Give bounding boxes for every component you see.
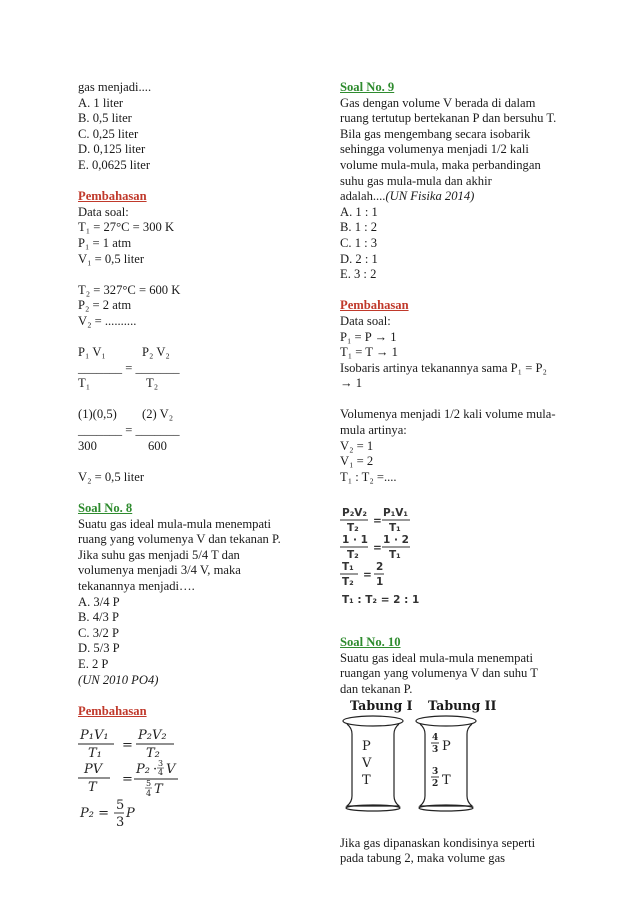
sol7-data-label: Data soal: [78, 204, 129, 219]
q9-text-4: sehingga volumenya menjadi 1/2 kali [340, 142, 529, 157]
sol8-t-den: T [154, 782, 163, 798]
tube2-t-den: 2 [432, 778, 439, 789]
sol8-res-3: 3 [116, 815, 125, 831]
q8-option-a: A. 3/4 P [78, 594, 120, 609]
q10-text-2: ruangan yang volumenya V dan suhu T [340, 666, 538, 681]
sol9-formula [340, 505, 480, 615]
q8-option-c: C. 3/2 P [78, 625, 119, 640]
sol7-v1: V₁ = 0,5 liter [78, 251, 145, 266]
sol8-eq-2: = [122, 772, 133, 788]
tube-2 [416, 716, 476, 811]
q8-text-2: ruang yang volumenya V dan tekanan P. [78, 532, 281, 547]
q9-option-c: C. 1 : 3 [340, 235, 378, 250]
sol9-t1c: T₁ [342, 561, 354, 574]
sol8-res-5: 5 [116, 798, 125, 814]
q7-option-e: E. 0,0625 liter [78, 157, 151, 172]
sol8-res-p: P [126, 806, 135, 822]
sol9-two: 2 [376, 561, 384, 574]
sol9-data-label: Data soal: [340, 313, 391, 328]
sol7-t2: T₂ = 327°C = 600 K [78, 282, 181, 297]
q8-source: (UN 2010 PO4) [78, 672, 159, 687]
sol8-v: V [166, 762, 176, 778]
q9-text-2: ruang tertutup bertekanan P dan bersuhu T. [340, 111, 557, 126]
sol9-eq-2: = [373, 542, 382, 555]
sol9-t2: T₂ [347, 522, 359, 535]
sol7-eq1-num-right: P₂ V₂ [142, 345, 170, 360]
sol8-eq-1: = [122, 738, 133, 754]
q9-heading: Soal No. 9 [340, 80, 395, 94]
tube2-p-num: 4 [432, 732, 439, 743]
sol8-frac-3: 3 [158, 759, 164, 769]
q9-text-5: volume mula-mula, maka perbandingan [340, 157, 541, 172]
sol7-result: V₂ = 0,5 liter [78, 469, 145, 484]
q10-tail-1: Jika gas dipanaskan kondisinya seperti [340, 835, 536, 850]
sol7-eq2-numerators [78, 407, 293, 423]
sol7-eq2-den-right: 600 [148, 438, 167, 453]
sol7-heading: Pembahasan [78, 189, 147, 204]
sol8-t: T [88, 780, 97, 796]
sol9-v1: V₁ = 2 [340, 454, 374, 469]
tube1-t: T [362, 772, 371, 788]
sol7-eq2-num-left: (1)(0,5) [78, 407, 117, 422]
sol9-ratio: T₁ : T₂ = 2 : 1 [342, 594, 420, 607]
sol9-p1v1: P₁V₁ [383, 507, 409, 520]
q7-stem-end: gas menjadi.... [78, 80, 152, 94]
sol8-p2-result: P₂ = [80, 806, 109, 822]
sol8-p1v1: P₁V₁ [80, 728, 109, 744]
sol8-frac-4: 4 [158, 768, 164, 778]
sol8-frac-4b: 4 [146, 789, 152, 799]
sol8-p2-num: P₂ [136, 762, 150, 778]
sol9-t2c: T₂ [342, 576, 354, 589]
sol7-p1: P₁ = 1 atm [78, 235, 132, 250]
sol7-eq1-den-left: T₁ [78, 376, 91, 391]
q8-heading: Soal No. 8 [78, 501, 133, 516]
sol9-eq-3: = [363, 569, 372, 582]
sol7-t1: T₁ = 27°C = 300 K [78, 220, 175, 235]
tube2-p-den: 3 [432, 744, 439, 755]
tube1-v: V [362, 755, 372, 771]
sol9-volume-2: mula artinya: [340, 423, 407, 438]
q10-heading: Soal No. 10 [340, 635, 401, 650]
sol9-isobaric: Isobaris artinya tekanannya sama P₁ = P₂ [340, 360, 547, 375]
tube2-t: T [442, 772, 451, 788]
left-column [78, 80, 293, 836]
sol7-eq1-numerators [78, 345, 293, 361]
q8-text-1: Suatu gas ideal mula-mula menempati [78, 516, 272, 531]
tube1-label: Tabung I [350, 697, 413, 713]
tube2-t-num: 3 [432, 766, 439, 777]
sol7-eq2-den-left: 300 [78, 438, 97, 453]
sol9-v2: V₂ = 1 [340, 438, 374, 453]
q8-option-e: E. 2 P [78, 656, 109, 671]
sol9-t1: T₁ [389, 522, 401, 535]
q7-option-a: A. 1 liter [78, 95, 124, 110]
q10-tail-2: pada tabung 2, maka volume gas [340, 851, 506, 866]
sol9-heading: Pembahasan [340, 298, 409, 313]
sol9-one: 1 [376, 576, 384, 589]
q9-source: (UN Fisika 2014) [385, 189, 475, 204]
sol9-p2v2: P₂V₂ [342, 507, 368, 520]
sol7-eq2-bar: _______ = _______ [78, 423, 180, 438]
q8-option-b: B. 4/3 P [78, 610, 119, 625]
sol8-t1: T₁ [88, 746, 102, 762]
q9-text-3: Bila gas mengembang secara isobarik [340, 126, 531, 141]
q9-text-1: Gas dengan volume V berada di dalam [340, 95, 536, 110]
tube1-p: P [362, 738, 371, 754]
q9-option-e: E. 3 : 2 [340, 267, 377, 282]
sol9-p1: P₁ = P → 1 [340, 329, 397, 344]
sol7-eq1-num-left: P₁ V₁ [78, 345, 106, 360]
q9-option-b: B. 1 : 2 [340, 220, 378, 235]
q10-text-1: Suatu gas ideal mula-mula menempati [340, 650, 534, 665]
tube2-p: P [442, 738, 451, 754]
q9-adalah: adalah.... [340, 189, 386, 204]
sol9-volume-1: Volumenya menjadi 1/2 kali volume mula- [340, 407, 556, 422]
sol9-t1: T₁ = T → 1 [340, 345, 398, 360]
q9-option-a: A. 1 : 1 [340, 204, 378, 219]
sol7-eq1-bar: _______ = _______ [78, 360, 180, 375]
sol8-dot: · [153, 762, 158, 778]
sol9-ratio-question: T₁ : T₂ =.... [340, 469, 397, 484]
q7-option-c: C. 0,25 liter [78, 126, 139, 141]
q7-option-d: D. 0,125 liter [78, 142, 146, 157]
sol8-heading: Pembahasan [78, 703, 147, 718]
sol7-eq1-den-right: T₂ [146, 376, 159, 391]
q10-tubes-figure [340, 698, 520, 816]
sol9-1dot1: 1 · 1 [342, 534, 368, 547]
q8-text-4: volumenya menjadi 3/4 V, maka [78, 563, 241, 578]
tube-1 [343, 716, 403, 811]
sol8-pv: PV [84, 762, 103, 778]
q8-option-d: D. 5/3 P [78, 641, 120, 656]
q9-text-6: suhu gas mula-mula dan akhir [340, 173, 492, 188]
sol8-p2v2: P₂V₂ [138, 728, 167, 744]
sol7-eq2-num-right: (2) V₂ [142, 407, 174, 422]
tube2-label: Tabung II [428, 697, 497, 713]
sol9-isobaric-2: → 1 [340, 376, 363, 391]
right-column [340, 80, 572, 867]
q7-option-b: B. 0,5 liter [78, 111, 132, 126]
q8-text-3: Jika suhu gas menjadi 5/4 T dan [78, 547, 240, 562]
q9-text-7 [340, 189, 572, 205]
sol8-formula [78, 723, 218, 831]
sol7-eq1-denominators [78, 376, 293, 392]
q9-option-d: D. 2 : 1 [340, 251, 378, 266]
sol9-eq-1: = [373, 515, 382, 528]
sol9-t2b: T₂ [347, 549, 359, 562]
sol7-eq2-denominators [78, 439, 293, 455]
q8-text-5: tekanannya menjadi…. [78, 579, 195, 593]
sol9-1dot2: 1 · 2 [383, 534, 409, 547]
sol8-frac-5: 5 [146, 779, 152, 789]
sol7-v2: V₂ = .......... [78, 313, 137, 328]
sol9-t1b: T₁ [389, 549, 401, 562]
sol7-p2: P₂ = 2 atm [78, 298, 132, 313]
sol8-t2: T₂ [146, 746, 160, 762]
q10-text-3: dan tekanan P. [340, 682, 413, 696]
